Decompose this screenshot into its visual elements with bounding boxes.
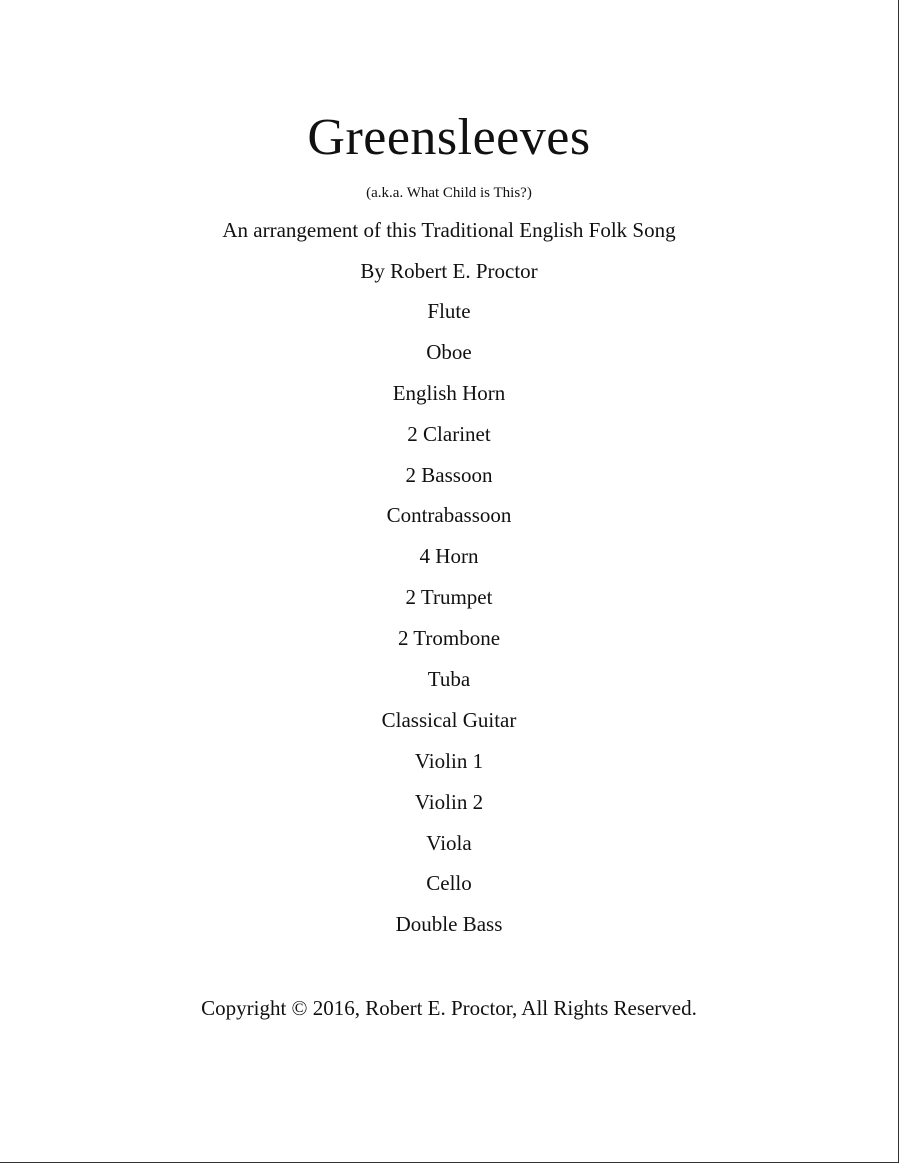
instrument-item: Double Bass bbox=[395, 912, 503, 937]
instrument-item: 2 Trumpet bbox=[405, 585, 493, 610]
instrument-item: Violin 2 bbox=[414, 789, 484, 814]
instrument-item: 2 Bassoon bbox=[405, 462, 493, 487]
instrument-item: Classical Guitar bbox=[381, 707, 517, 732]
copyright-notice: Copyright © 2016, Robert E. Proctor, All Rights Reserved. bbox=[201, 996, 697, 1020]
instrument-item: Contrabassoon bbox=[386, 503, 512, 528]
instrument-item: 4 Horn bbox=[419, 544, 479, 569]
instrument-item: Violin 1 bbox=[414, 748, 484, 773]
instrument-item: Flute bbox=[427, 299, 471, 323]
instrument-item: 2 Trombone bbox=[397, 626, 501, 651]
instrument-item: Oboe bbox=[426, 339, 472, 364]
instrument-list bbox=[0, 298, 898, 952]
instrument-item: English Horn bbox=[392, 380, 506, 405]
instrument-item: 2 Clarinet bbox=[407, 421, 491, 446]
author-line: By Robert E. Proctor bbox=[360, 259, 538, 283]
document-title: Greensleeves bbox=[307, 109, 591, 166]
instrument-item: Tuba bbox=[427, 667, 471, 692]
arrangement-line: An arrangement of this Traditional English Folk Song bbox=[222, 218, 676, 242]
instrument-item: Cello bbox=[426, 871, 472, 896]
instrument-item: Viola bbox=[426, 830, 472, 855]
document-subtitle: (a.k.a. What Child is This?) bbox=[366, 185, 532, 201]
